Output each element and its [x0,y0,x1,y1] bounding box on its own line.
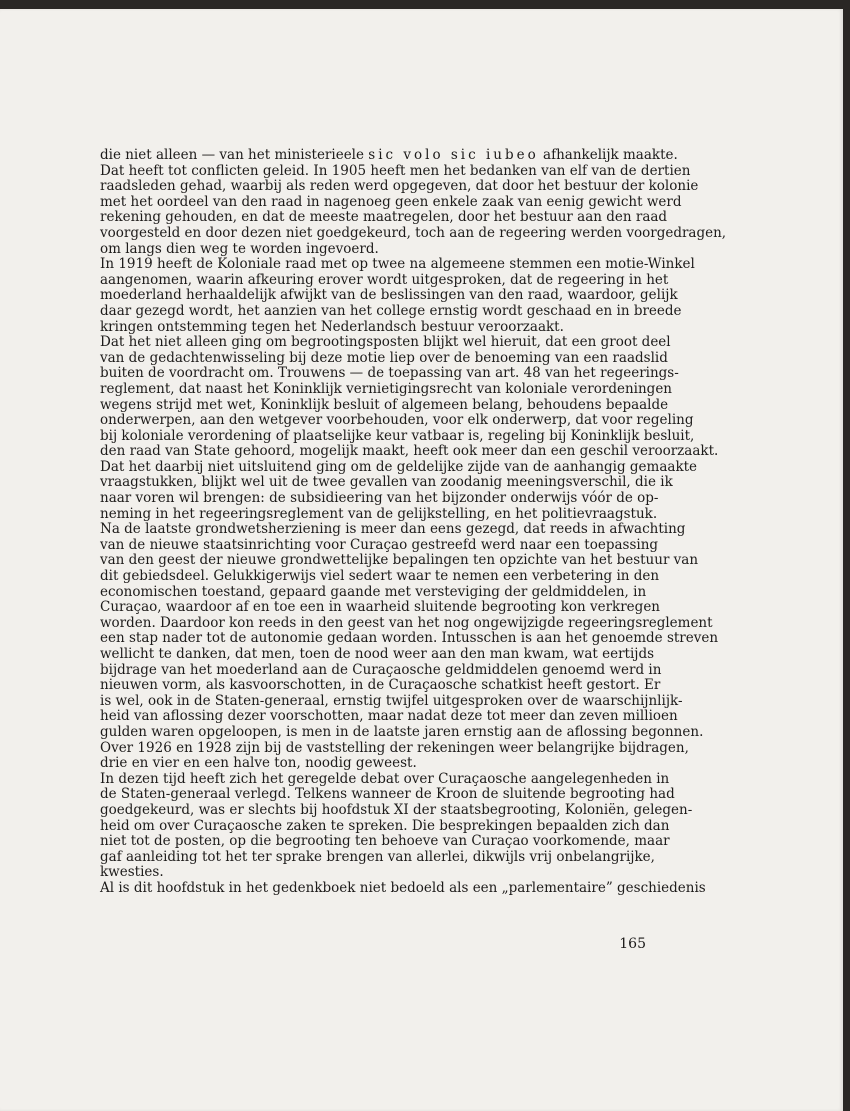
text-line: rekening gehouden, en dat de meeste maatregelen, door het bestuur aan den raad [100,209,668,226]
text-line: om langs dien weg te worden ingevoerd. [100,240,379,257]
text-line: Al is dit hoofdstuk in het gedenkboek niet bedoeld als een „parlementaire” geschiedenis [100,879,706,896]
text-line: bijdrage van het moederland aan de Curaçaosche geldmiddelen genoemd werd in [100,661,662,678]
text-line: naar voren wil brengen: de subsidieering van het bijzonder onderwijs vóór de op- [100,490,659,507]
text-line [100,147,678,164]
text-line: goedgekeurd, was er slechts bij hoofdstuk XI der staatsbegrooting, Koloniën, gelegen- [100,801,693,818]
text-line: Over 1926 en 1928 zijn bij de vaststelling der rekeningen weer belangrijke bijdragen, [100,739,689,756]
text-line: van de gedachtenwisseling bij deze motie liep over de benoeming van een raadslid [100,349,668,366]
text-line: wellicht te danken, dat men, toen de nood weer aan den man kwam, wat eertijds [100,646,655,662]
text-line: vraagstukken, blijkt wel uit de twee gevallen van zoodanig meeningsverschil, die ik [100,474,673,491]
text-line: gulden waren opgeloopen, is men in de laatste jaren ernstig aan de aflossing begonnen. [100,723,704,740]
text-line: Na de laatste grondwetsherziening is meer dan eens gezegd, dat reeds in afwachting [100,521,686,538]
text-line: den raad van State gehoord, mogelijk maakt, heeft ook meer dan een geschil veroorzaakt. [100,443,719,460]
text-line: Curaçao, waardoor af en toe een in waarheid sluitende begrooting kon verkregen [100,599,660,616]
text-line: bij koloniale verordening of plaatselijke keur vatbaar is, regeling bij Koninklijk besluit, [100,427,695,444]
text-line: In 1919 heeft de Koloniale raad met op twee na algemeene stemmen een motie-Winkel [100,256,695,273]
text-line: gaf aanleiding tot het ter sprake brengen van allerlei, dikwijls vrij onbelangrijke, [100,848,655,865]
text-line: is wel, ook in de Staten-generaal, ernstig twijfel uitgesproken over de waarschijnlijk- [100,692,683,709]
text-line: economischen toestand, gepaard gaande met versteviging der geldmiddelen, in [100,583,647,600]
body-text [100,147,727,897]
text-line: van den geest der nieuwe grondwettelijke bepalingen ten opzichte van het bestuur van [100,552,699,569]
text-line: Dat heeft tot conflicten geleid. In 1905 heeft men het bedanken van elf van de dertien [100,162,691,179]
page-number: 165 [619,936,646,952]
text-line: raadsleden gehad, waarbij als reden werd opgegeven, dat door het bestuur der kolonie [100,178,699,195]
text-line: kringen ontstemming tegen het Nederlandsch bestuur veroorzaakt. [100,318,564,335]
text-line: Dat het daarbij niet uitsluitend ging om de geldelijke zijde van de aanhangig gemaakte [100,458,698,475]
text-line: nieuwen vorm, als kasvoorschotten, in de Curaçaosche schatkist heeft gestort. Er [100,677,661,694]
text-line: reglement, dat naast het Koninklijk vernietigingsrecht van koloniale verordeningen [100,380,672,397]
text-line: In dezen tijd heeft zich het geregelde debat over Curaçaosche aangelegenheden in [100,770,670,787]
text-line: de Staten-generaal verlegd. Telkens wanneer de Kroon de sluitende begrooting had [100,786,675,803]
text-line-start: die niet alleen — van het ministerieele [100,147,369,163]
text-line: worden. Daardoor kon reeds in den geest van het nog ongewijzigde regeeringsreglement [100,614,713,631]
text-line-end: afhankelijk maakte. [538,147,678,163]
text-line: neming in het regeeringsreglement van de gelijkstelling, en het politievraagstuk. [100,505,658,522]
text-line: heid om over Curaçaosche zaken te spreken. Die besprekingen bepaalden zich dan [100,817,670,834]
text-line: heid van aflossing dezer voorschotten, maar nadat deze tot meer dan zeven millioen [100,708,678,725]
text-line: drie en vier en een halve ton, noodig geweest. [100,755,417,772]
text-line: met het oordeel van den raad in nagenoeg geen enkele zaak van eenig gewicht werd [100,193,682,210]
text-line: aangenomen, waarin afkeuring erover wordt uitgesproken, dat de regeering in het [100,271,669,288]
latin-phrase: sic volo sic iubeo [368,147,539,163]
text-line: buiten de voordracht om. Trouwens — de toepassing van art. 48 van het regeerings- [100,365,679,382]
text-line: voorgesteld en door dezen niet goedgekeurd, toch aan de regeering werden voorgedragen, [100,224,727,241]
text-line: daar gezegd wordt, het aanzien van het college ernstig wordt geschaad en in breede [100,302,682,319]
text-line: wegens strijd met wet, Koninklijk besluit of algemeen belang, behoudens bepaalde [100,396,669,413]
text-line: Dat het niet alleen ging om begrootingsposten blijkt wel hieruit, dat een groot deel [100,334,671,351]
text-line: kwesties. [100,864,164,881]
text-line: onderwerpen, aan den wetgever voorbehouden, voor elk onderwerp, dat voor regeling [100,412,694,429]
text-line: van de nieuwe staatsinrichting voor Curaçao gestreefd werd naar een toepassing [100,536,659,553]
text-line: moederland herhaaldelijk afwijkt van de beslissingen van den raad, waardoor, gelijk [100,287,678,304]
text-line: niet tot de posten, op die begrooting ten behoeve van Curaçao voorkomende, maar [100,833,670,850]
text-line: een stap nader tot de autonomie gedaan worden. Intusschen is aan het genoemde streven [100,630,719,647]
text-line: dit gebiedsdeel. Gelukkigerwijs viel sedert waar te nemen een verbetering in den [100,568,660,585]
